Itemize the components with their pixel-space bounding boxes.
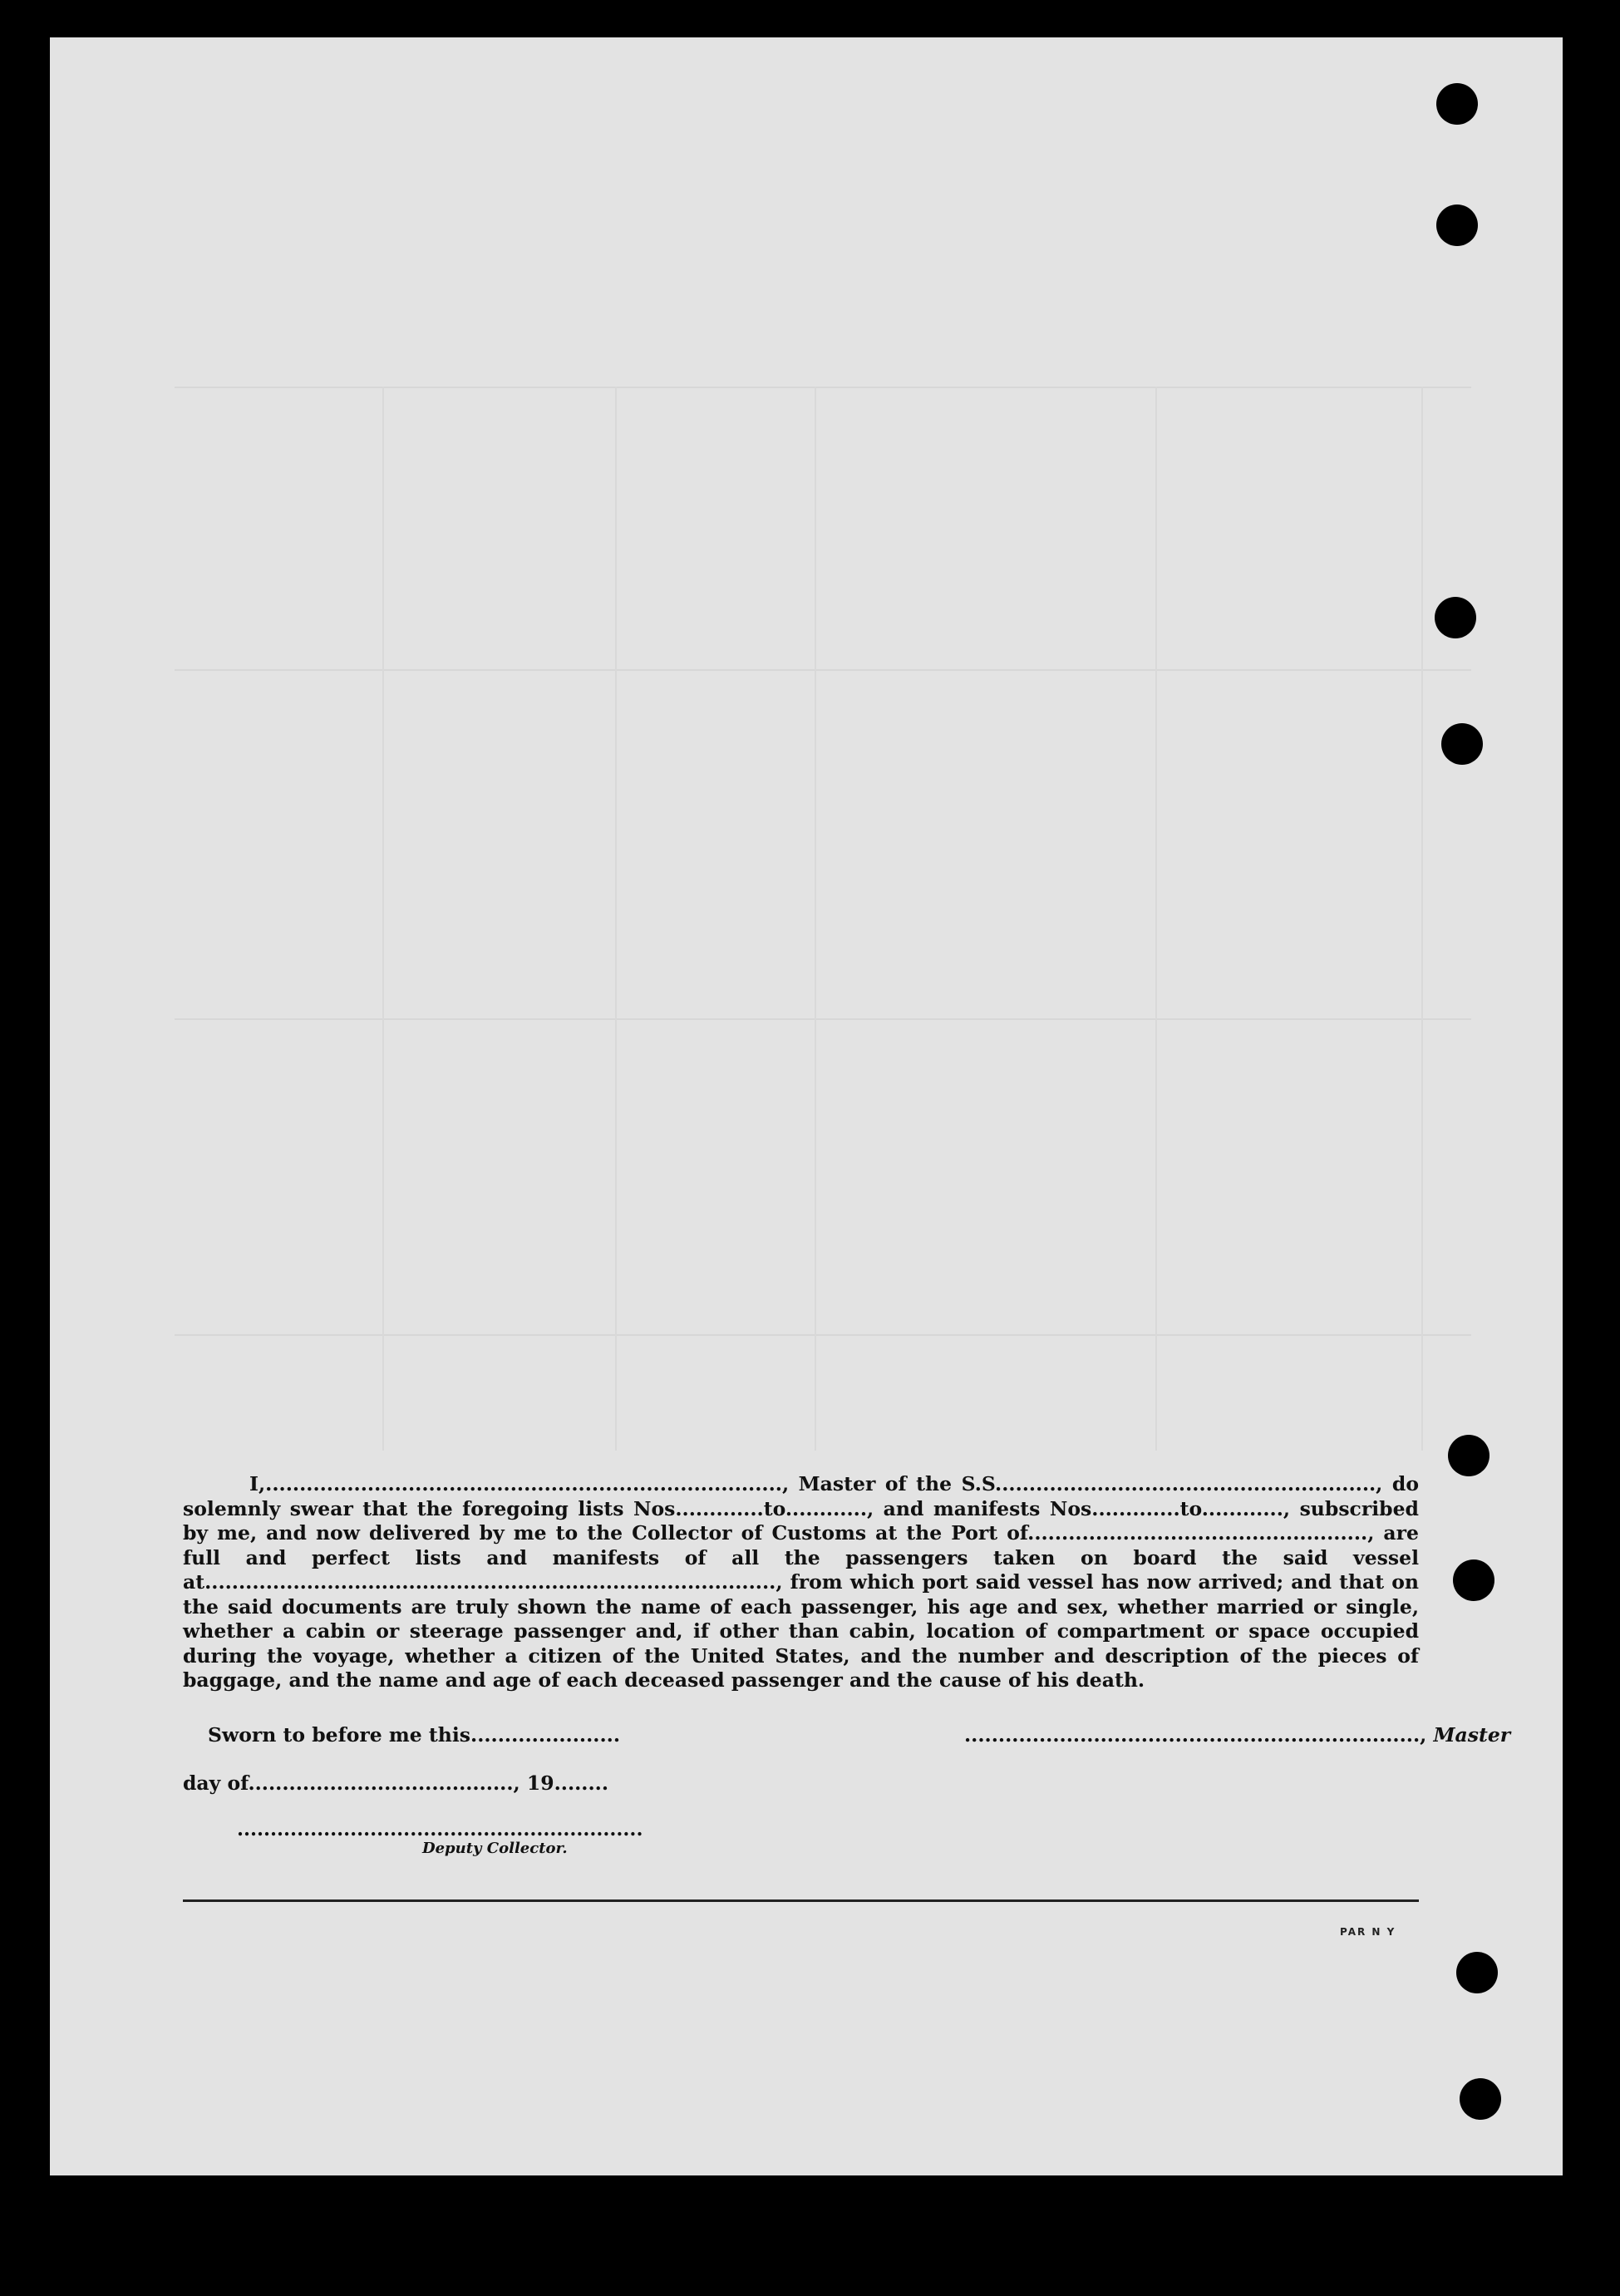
ghost-column-rule xyxy=(1155,387,1157,1451)
ghost-rule xyxy=(175,1018,1471,1020)
ghost-column-rule xyxy=(382,387,384,1451)
ghost-rule xyxy=(175,669,1471,671)
punch-hole xyxy=(1448,1435,1490,1476)
deputy-signature-dots: ............................................................. xyxy=(237,1818,643,1840)
document-page xyxy=(50,37,1563,2175)
ghost-column-rule xyxy=(615,387,617,1451)
declaration-text: I,............................................................................, Master of the S.S........................................................, do solemnly swear that the foregoing lists Nos.............to............, and manifests Nos.............to............, subscribed by me, and now delivered by me to the Collector of Customs at the Port of.................................................., are full and perfect lists and manifests of all the passengers taken on board the said vessel at...................................................................................., from which port said vessel has now arrived; and that on the said documents are truly shown the name of each passenger, his age and sex, whether married or single, whether a cabin or steerage passenger and, if other than cabin, location of compartment or space occupied during the voyage, whether a citizen of the United States, and the number and description of the pieces of baggage, and the name and age of each deceased passenger and the cause of his death. xyxy=(183,1472,1419,1692)
master-label: Master xyxy=(1433,1723,1511,1747)
bottom-rule xyxy=(183,1899,1419,1902)
punch-hole xyxy=(1436,204,1478,246)
punch-hole xyxy=(1460,2078,1501,2120)
ghost-column-rule xyxy=(1421,387,1423,1451)
sworn-line: Sworn to before me this...................... xyxy=(208,1723,621,1747)
day-of-line: day of......................................., 19........ xyxy=(183,1771,609,1795)
punch-hole xyxy=(1453,1559,1494,1601)
master-signature-line xyxy=(964,1723,1511,1747)
punch-hole xyxy=(1436,83,1478,125)
printer-mark: PAR N Y xyxy=(1340,1926,1396,1938)
master-dots: ..................................................................., xyxy=(964,1723,1427,1747)
deputy-collector-label: Deputy Collector. xyxy=(422,1840,568,1857)
ghost-column-rule xyxy=(815,387,816,1451)
punch-hole xyxy=(1435,597,1476,638)
punch-hole xyxy=(1456,1952,1498,1993)
ghost-rule xyxy=(175,1334,1471,1336)
ghost-rule xyxy=(175,387,1471,388)
punch-hole xyxy=(1441,723,1483,765)
